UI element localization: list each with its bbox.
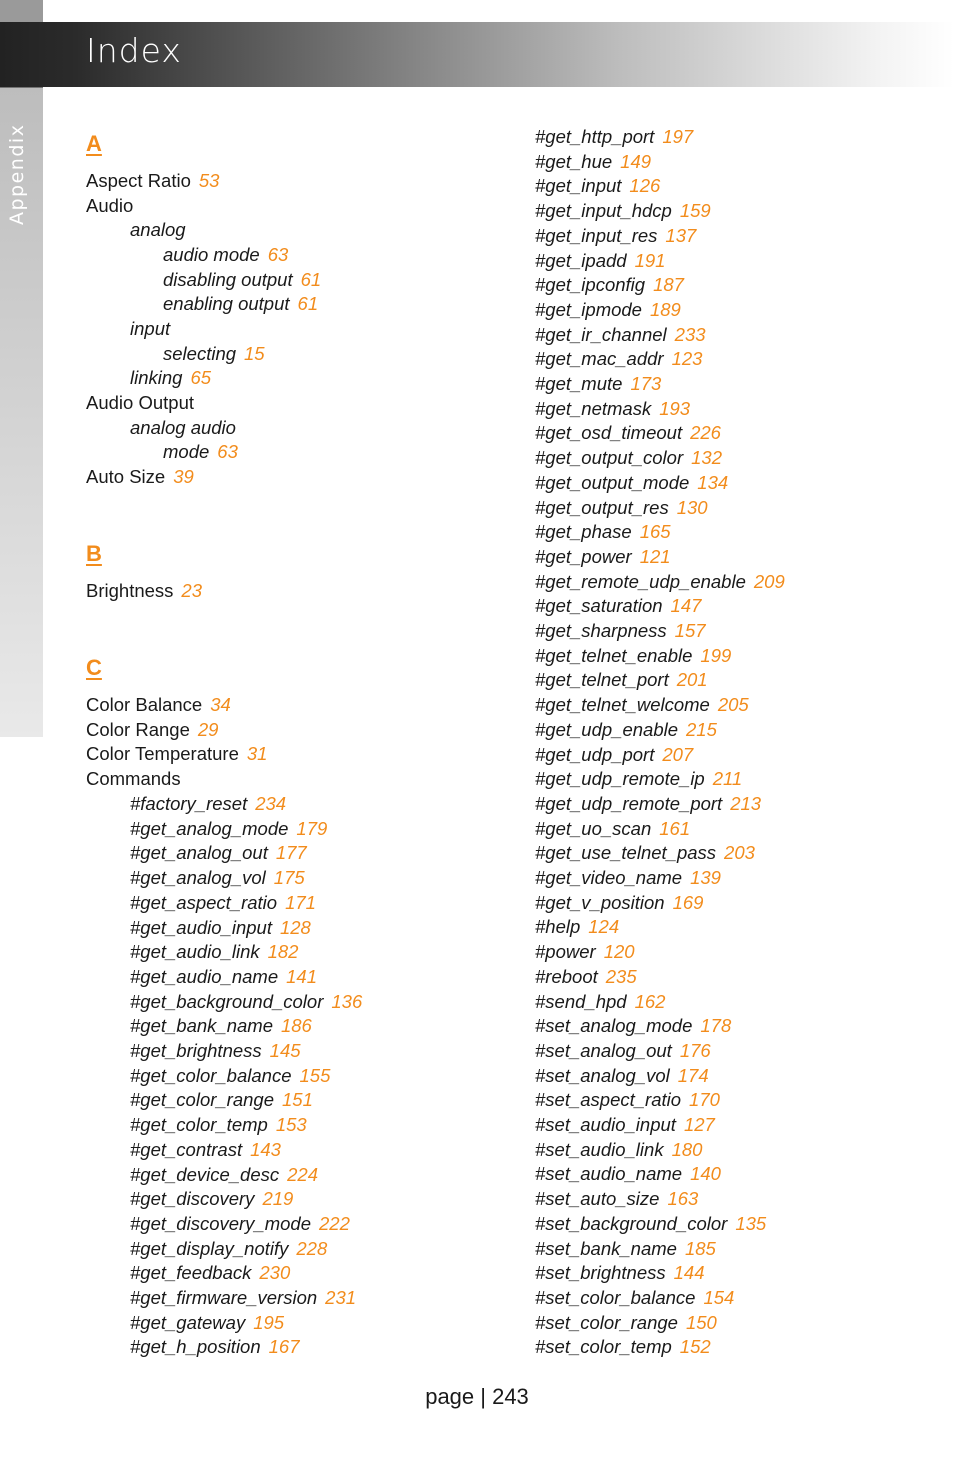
command-entry <box>535 693 749 717</box>
command-entry <box>535 940 635 964</box>
command-name: #get_input_res <box>535 224 658 246</box>
command-name: #get_ipconfig <box>535 274 646 296</box>
page-ref: 140 <box>690 1163 721 1185</box>
page-ref: 205 <box>717 694 749 716</box>
page-ref: 235 <box>605 965 637 987</box>
page-ref: 135 <box>735 1212 767 1234</box>
page-ref: 150 <box>685 1311 717 1333</box>
page-ref: 61 <box>300 269 322 290</box>
command-entry <box>535 891 703 915</box>
command-entry <box>130 940 298 964</box>
page-ref: 31 <box>246 743 268 764</box>
page-ref: 141 <box>286 965 318 987</box>
command-name: #get_osd_timeout <box>535 422 683 444</box>
page-ref: 186 <box>280 1015 312 1037</box>
page-ref: 15 <box>244 343 265 364</box>
section-letter-b: B <box>86 541 102 566</box>
command-entry <box>535 323 706 347</box>
page-ref: 174 <box>677 1064 709 1086</box>
command-entry <box>535 372 661 396</box>
command-name: #get_telnet_port <box>535 669 669 691</box>
page-ref: 169 <box>672 891 704 913</box>
page-ref: 179 <box>296 817 328 839</box>
page-ref: 199 <box>700 644 732 666</box>
page-ref: 219 <box>262 1188 294 1210</box>
command-entry <box>130 1237 327 1261</box>
command-entry <box>130 1138 281 1162</box>
page-ref: 144 <box>673 1262 705 1284</box>
page-ref: 29 <box>197 719 219 740</box>
page-ref: 224 <box>287 1163 319 1185</box>
command-entry <box>535 1138 702 1162</box>
page-ref: 228 <box>296 1237 328 1259</box>
command-entry <box>130 1212 350 1236</box>
command-name: #get_discovery_mode <box>130 1212 311 1234</box>
page-ref: 145 <box>269 1040 301 1061</box>
page-ref: 143 <box>250 1138 281 1160</box>
command-entry <box>130 817 327 841</box>
command-name: #get_feedback <box>130 1262 252 1284</box>
page-ref: 120 <box>603 941 635 963</box>
page-ref: 203 <box>724 842 755 864</box>
page-ref: 65 <box>190 367 212 388</box>
index-entry: Brightness 23 <box>86 580 202 601</box>
command-name: #get_power <box>535 545 632 567</box>
index-entry: Audio Output <box>86 392 194 413</box>
page-ref: 152 <box>679 1336 711 1358</box>
command-name: #get_saturation <box>535 595 663 617</box>
command-name: #get_analog_vol <box>130 867 266 889</box>
page-ref: 178 <box>700 1015 732 1037</box>
page-ref: 231 <box>325 1287 357 1308</box>
command-entry <box>535 1311 717 1335</box>
command-name: #set_audio_input <box>535 1114 676 1135</box>
command-name: #get_background_color <box>130 990 324 1012</box>
command-entry <box>535 965 637 989</box>
appendix-label: Appendix <box>6 123 28 225</box>
page-ref: 233 <box>674 323 706 345</box>
command-name: #get_udp_port <box>535 743 655 765</box>
command-name: #get_brightness <box>130 1040 262 1061</box>
command-name: #get_device_desc <box>130 1163 280 1185</box>
command-name: #set_auto_size <box>535 1188 660 1210</box>
index-subentry: analog audio <box>130 417 236 438</box>
page-ref: 213 <box>730 792 762 814</box>
page-ref: 130 <box>676 496 708 518</box>
section-letter-c: C <box>86 655 102 680</box>
page-ref: 139 <box>690 867 721 888</box>
command-name: #get_analog_out <box>130 842 268 864</box>
index-entry: Audio <box>86 195 134 216</box>
page-ref: 159 <box>679 200 711 222</box>
command-name: #set_color_balance <box>535 1286 696 1308</box>
index-subentry: audio mode 63 <box>163 244 289 265</box>
page-ref: 180 <box>671 1138 703 1160</box>
page-number: page | 243 <box>425 1384 529 1409</box>
command-entry <box>535 273 684 297</box>
command-entry <box>130 1187 293 1211</box>
command-name: #get_telnet_welcome <box>535 694 710 716</box>
index-subentry: disabling output 61 <box>163 269 322 290</box>
command-entry <box>535 718 717 742</box>
command-name: #get_remote_udp_enable <box>535 570 746 592</box>
command-entry <box>535 397 690 421</box>
command-entry <box>535 224 696 248</box>
page-ref: 34 <box>210 694 231 715</box>
command-entry <box>535 1261 705 1285</box>
page-ref: 234 <box>255 793 287 814</box>
page-ref: 193 <box>659 397 691 419</box>
command-entry <box>535 1162 721 1186</box>
command-name: #get_v_position <box>535 891 665 913</box>
page-ref: 226 <box>690 422 721 444</box>
command-name: #get_gateway <box>130 1311 246 1333</box>
page-ref: 167 <box>268 1336 300 1358</box>
page-ref: 162 <box>634 990 666 1012</box>
command-name: #set_color_temp <box>535 1336 672 1358</box>
index-subentry: input <box>130 318 171 339</box>
page-ref: 153 <box>275 1114 307 1136</box>
page-ref: 197 <box>662 126 694 147</box>
page-ref: 134 <box>697 471 729 493</box>
command-entry <box>535 570 785 594</box>
command-entry <box>535 619 706 643</box>
command-entry <box>535 594 701 618</box>
index-subentry: linking 65 <box>130 367 212 388</box>
command-entry <box>130 1335 300 1359</box>
command-name: #get_ir_channel <box>535 323 667 345</box>
page-ref: 176 <box>679 1039 711 1061</box>
command-name: #set_bank_name <box>535 1237 677 1259</box>
page-ref: 215 <box>686 718 717 740</box>
command-name: #get_udp_remote_port <box>535 792 723 814</box>
command-entry <box>535 792 761 816</box>
command-entry <box>535 520 671 544</box>
page-ref: 191 <box>634 249 666 271</box>
command-name: #set_aspect_ratio <box>535 1089 682 1111</box>
command-entry <box>535 199 711 223</box>
command-name: #get_sharpness <box>535 620 667 641</box>
page-ref: 157 <box>674 620 706 641</box>
page-ref: 163 <box>667 1188 699 1210</box>
command-name: #get_h_position <box>130 1336 261 1358</box>
command-entry <box>535 174 660 198</box>
command-entry <box>535 298 681 322</box>
page-ref: 124 <box>588 916 620 938</box>
page-ref: 187 <box>653 274 684 296</box>
index-entry: Auto Size 39 <box>86 466 194 487</box>
command-entry <box>535 990 665 1014</box>
page-ref: 61 <box>297 293 319 314</box>
side-tab-top-strip <box>0 0 43 22</box>
command-name: #get_input <box>535 175 622 197</box>
command-entry <box>535 150 651 174</box>
command-entry <box>130 841 307 865</box>
page-ref: 177 <box>275 842 307 864</box>
command-entry <box>130 792 286 816</box>
page-ref: 155 <box>299 1064 331 1086</box>
command-entry <box>535 668 708 692</box>
command-name: #get_uo_scan <box>535 817 652 839</box>
page-ref: 127 <box>683 1114 715 1135</box>
command-name: #get_netmask <box>535 397 652 419</box>
index-entry: Color Balance 34 <box>86 694 231 715</box>
index-subentry: selecting 15 <box>163 343 265 364</box>
command-entry <box>535 1088 720 1112</box>
page-ref: 53 <box>198 170 220 191</box>
command-entry <box>535 841 755 865</box>
command-name: #get_video_name <box>535 867 683 888</box>
page-ref: 121 <box>639 545 671 567</box>
command-name: #set_analog_out <box>535 1039 672 1061</box>
index-entry: Commands <box>86 768 181 789</box>
index-subentry: mode 63 <box>163 441 238 462</box>
command-name: #get_input_hdcp <box>535 200 672 222</box>
command-name: #get_output_mode <box>535 471 690 493</box>
command-name: #get_color_balance <box>130 1064 292 1086</box>
page-ref: 171 <box>285 891 316 913</box>
command-name: #get_display_notify <box>130 1237 289 1259</box>
command-entry <box>130 1088 313 1112</box>
command-name: #get_bank_name <box>130 1015 273 1037</box>
page-ref: 39 <box>173 466 194 487</box>
page-ref: 185 <box>684 1237 716 1259</box>
index-entry: Color Temperature 31 <box>86 743 268 764</box>
command-entry <box>130 1286 356 1310</box>
index-entry: Color Range 29 <box>86 719 219 740</box>
command-entry <box>535 347 702 371</box>
page-ref: 195 <box>253 1311 285 1333</box>
command-entry <box>535 743 693 767</box>
command-entry <box>130 1064 330 1088</box>
index-entry: Aspect Ratio 53 <box>86 170 220 191</box>
page-ref: 132 <box>691 447 722 469</box>
command-entry <box>130 1113 307 1137</box>
command-name: #set_brightness <box>535 1262 666 1284</box>
command-entry <box>130 891 316 915</box>
command-entry <box>130 990 362 1014</box>
command-name: #set_audio_name <box>535 1163 683 1185</box>
page-ref: 137 <box>665 224 697 246</box>
page-ref: 165 <box>639 521 671 543</box>
page-ref: 149 <box>620 150 652 172</box>
page-ref: 170 <box>689 1089 720 1111</box>
command-entry <box>535 1039 711 1063</box>
command-entry <box>535 496 708 520</box>
command-entry <box>535 817 690 841</box>
command-name: #get_ipadd <box>535 249 627 271</box>
page-ref: 63 <box>267 244 289 265</box>
command-name: #get_color_range <box>130 1089 274 1111</box>
command-name: #set_analog_vol <box>535 1064 670 1086</box>
command-name: #get_output_res <box>535 496 669 518</box>
command-name: #get_ipmode <box>535 298 642 320</box>
command-entry <box>535 249 665 273</box>
command-entry <box>535 866 721 890</box>
command-name: #get_mute <box>535 373 623 394</box>
page-ref: 209 <box>753 570 785 592</box>
command-name: #set_audio_link <box>535 1138 664 1160</box>
command-entry <box>535 1212 766 1236</box>
page-ref: 161 <box>659 817 691 839</box>
page-ref: 147 <box>670 595 702 617</box>
command-name: #power <box>535 941 596 963</box>
page-ref: 222 <box>319 1212 350 1234</box>
command-name: #get_audio_input <box>130 916 272 938</box>
page-ref: 175 <box>273 867 305 889</box>
command-entry <box>130 965 317 989</box>
command-entry <box>535 125 693 149</box>
command-name: #get_firmware_version <box>130 1287 318 1308</box>
page-header <box>0 22 954 87</box>
command-entry <box>535 1286 734 1310</box>
index-subentry: enabling output 61 <box>163 293 319 314</box>
command-entry <box>130 1163 318 1187</box>
command-entry <box>130 1039 301 1063</box>
command-entry <box>535 1335 711 1359</box>
page-ref: 189 <box>649 298 681 320</box>
command-entry <box>535 421 721 445</box>
command-name: #get_http_port <box>535 126 655 147</box>
command-entry <box>535 1014 731 1038</box>
page-title: Index <box>86 31 182 70</box>
command-entry <box>535 644 731 668</box>
command-entry <box>535 915 619 939</box>
command-name: #get_hue <box>535 150 613 172</box>
command-entry <box>535 471 728 495</box>
command-entry <box>130 916 311 940</box>
page-ref: 63 <box>217 441 238 462</box>
page-ref: 126 <box>629 175 661 197</box>
command-name: #get_audio_name <box>130 965 279 987</box>
command-entry <box>535 1187 698 1211</box>
page-ref: 136 <box>331 990 363 1012</box>
command-name: #send_hpd <box>535 990 627 1012</box>
command-name: #reboot <box>535 965 598 987</box>
command-name: #get_use_telnet_pass <box>535 842 717 864</box>
command-name: #get_discovery <box>130 1188 255 1210</box>
command-entry <box>535 1064 709 1088</box>
page-ref: 123 <box>671 348 703 370</box>
command-name: #get_analog_mode <box>130 817 289 839</box>
command-name: #help <box>535 916 581 938</box>
command-entry <box>535 767 742 791</box>
page-ref: 230 <box>259 1262 291 1284</box>
command-entry <box>130 1014 312 1038</box>
command-name: #get_aspect_ratio <box>130 891 278 913</box>
command-name: #get_udp_enable <box>535 718 679 740</box>
command-entry <box>535 545 671 569</box>
command-name: #get_output_color <box>535 447 684 469</box>
command-name: #get_contrast <box>130 1138 243 1160</box>
command-entry <box>535 1237 716 1261</box>
command-name: #get_mac_addr <box>535 348 664 370</box>
command-name: #get_phase <box>535 521 632 543</box>
page-ref: 154 <box>703 1286 735 1308</box>
command-entry <box>130 1311 284 1335</box>
command-entry <box>130 1261 290 1285</box>
command-name: #factory_reset <box>130 793 248 814</box>
page-ref: 182 <box>267 941 299 963</box>
command-name: #set_analog_mode <box>535 1015 693 1037</box>
appendix-side-tab <box>0 0 43 737</box>
page-ref: 207 <box>662 743 694 765</box>
section-letter-a: A <box>86 131 102 156</box>
command-name: #get_telnet_enable <box>535 644 693 666</box>
command-name: #get_color_temp <box>130 1114 268 1136</box>
page-ref: 151 <box>282 1089 313 1111</box>
command-entry <box>535 446 722 470</box>
command-name: #set_color_range <box>535 1311 678 1333</box>
page-ref: 201 <box>676 669 708 691</box>
page-ref: 23 <box>181 580 202 601</box>
page-ref: 211 <box>712 768 743 790</box>
command-entry <box>535 1113 715 1137</box>
command-name: #set_background_color <box>535 1212 728 1234</box>
command-name: #get_audio_link <box>130 941 260 963</box>
command-name: #get_udp_remote_ip <box>535 768 705 790</box>
index-subentry: analog <box>130 219 186 240</box>
page-ref: 173 <box>630 373 662 394</box>
command-entry <box>130 866 305 890</box>
page-ref: 128 <box>279 916 311 938</box>
